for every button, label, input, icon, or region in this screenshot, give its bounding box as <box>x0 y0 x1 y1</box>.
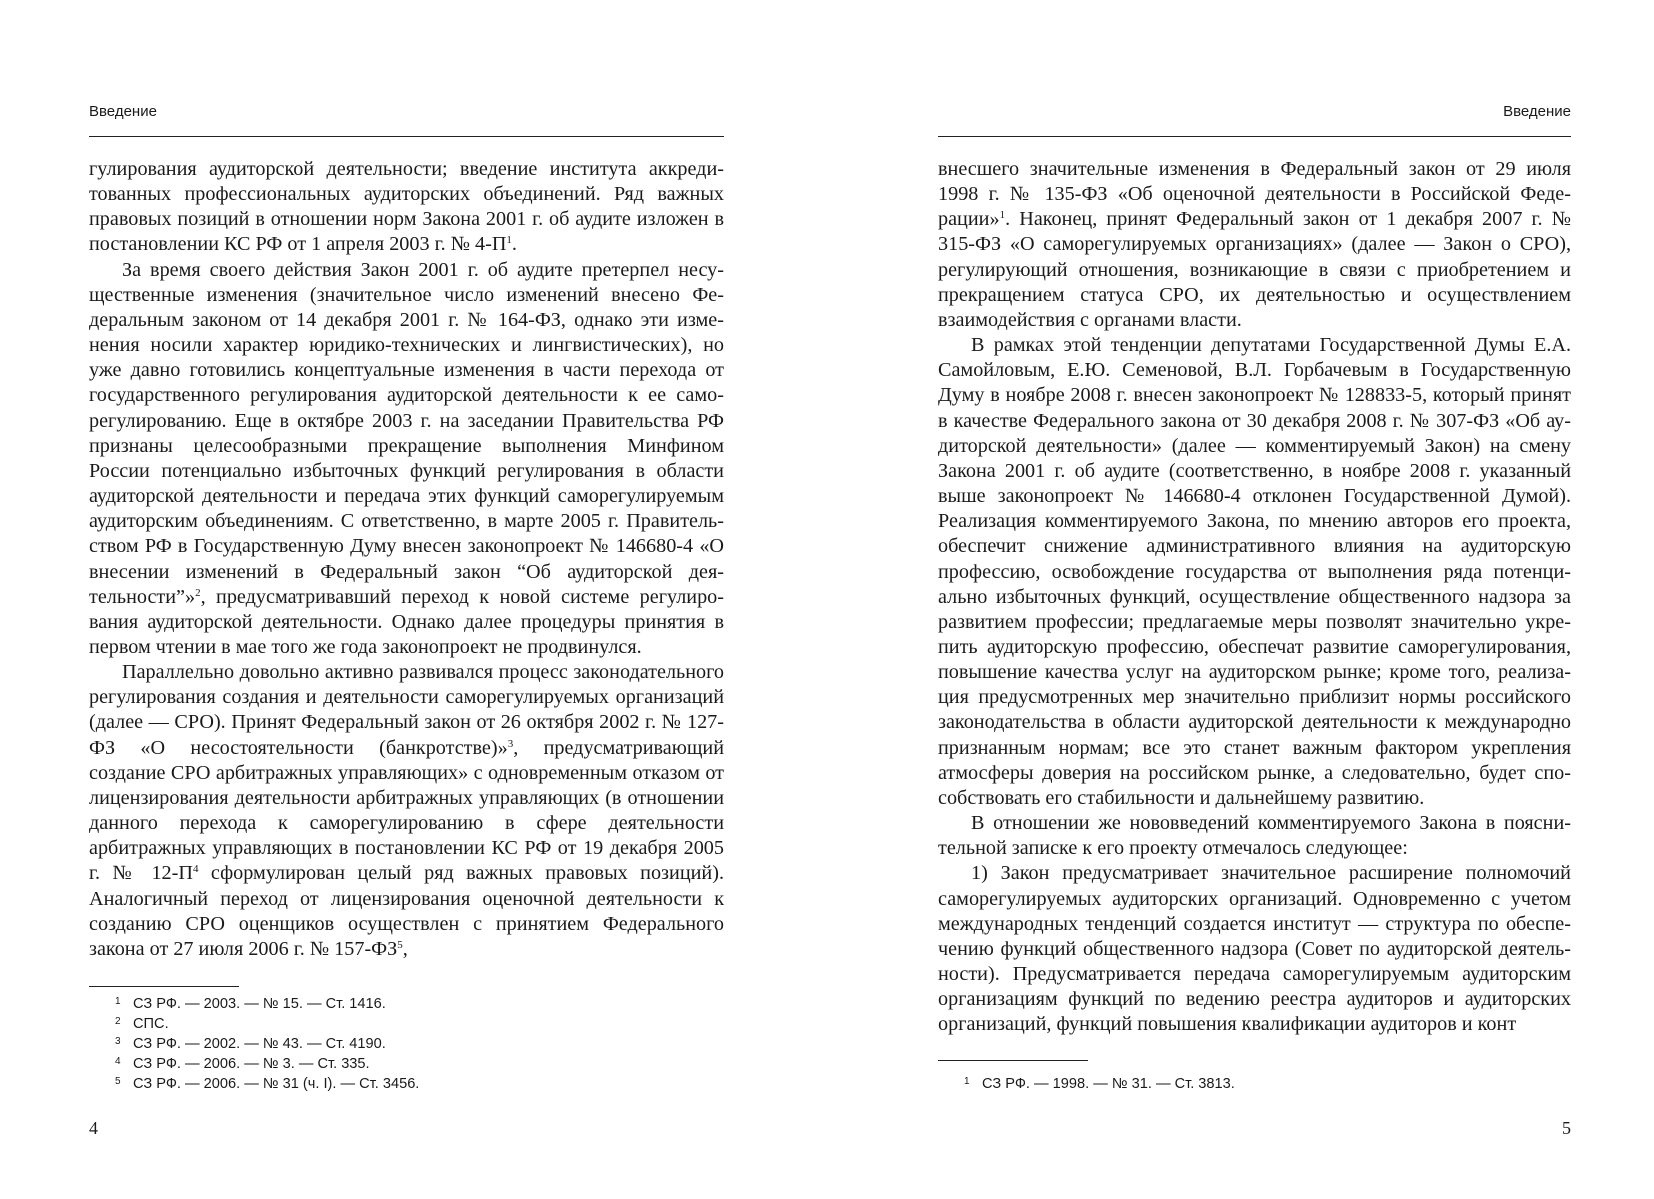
footnotes <box>115 994 724 1094</box>
left-page <box>89 0 724 1199</box>
footnote: 2 СПС. <box>115 1016 169 1032</box>
footnote-ref[interactable]: 1 <box>999 209 1006 222</box>
header-rule <box>89 136 724 137</box>
paragraph: За время своего действия Закон 2001 г. об аудите претерпел несущественные изменения (значительное число изменений внесено Федеральным законом от 14 декабря 2001 г. № 164-ФЗ, однако эти изменения носили характер юридико-технических и лингвистических), но уже давно готовились концептуальные изменения в части перехода от государственного регулирования аудиторской деятельности к ее саморегулированию. Еще в октябре 2003 г. на заседании Правительства РФ признаны целесообразными прекращение выполнения Минфином России потенциально избыточных функций регулирования в области аудиторской деятельности и передача этих функций саморегулируемым аудиторским объединениям. С ответственно, в марте 2005 г. Правительством РФ в Государственную Думу внесен законопроект № 146680-4 «О внесении изменений в Федеральный закон “Об аудиторской деятельности”»$^2$, предусматривавший переход к новой системе регулирования аудиторской деятельности. Однако далее процедуры принятия в первом чтении в мае того же года законопроект не продвинулся. <box>89 258 724 658</box>
page-number: 5 <box>1562 1118 1571 1138</box>
footnotes <box>964 1074 1571 1094</box>
paragraph: Параллельно довольно активно развивался процесс законодательного регулирования создания и деятельности саморегулируемых организаций (далее — СРО). Принят Федеральный закон от 26 октября 2002 г. № 127-ФЗ «О несостоятельности (банкротстве)»$^3$, предусматривающий создание СРО арбитражных управляющих» с одновременным отказом от лицензирования деятельности арбитражных управляющих (в отношении данного перехода к саморегулированию в сфере деятельности арбитражных управляющих в постановлении КС РФ от 19 декабря 2005 г. № $12-П^4$ сформулирован целый ряд важных правовых позиций). Аналогичный переход от лицензирования оценочной деятельности к созданию СРО оценщиков осуществлен с принятием Федерального закона от 27 июля 2006 г. № $157-ФЗ^5$, <box>89 661 724 960</box>
footnote: 3 СЗ РФ. — 2002. — № 43. — Ст. 4190. <box>115 1036 386 1052</box>
footnote-ref[interactable]: 5 <box>397 938 403 951</box>
footnote-ref[interactable]: 4 <box>192 863 199 876</box>
paragraph: гулирования аудиторской деятельности; введение института аккредитованных профессиональных аудиторских объединений. Ряд важных правовых позиций в отношении норм Закона 2001 г. об аудите изложен в постановлении КС РФ от 1 апреля 2003 г. № $4-П^1$. <box>89 158 724 256</box>
footnote: 5 СЗ РФ. — 2006. — № 31 (ч. I). — Ст. 3456. <box>115 1076 420 1092</box>
body-text <box>89 157 724 962</box>
footnote: 4 СЗ РФ. — 2006. — № 3. — Ст. 335. <box>115 1056 370 1072</box>
paragraph: 1) Закон предусматривает значительное расширение полномочий саморегулируемых аудиторских организаций. Одновременно с учетом международных тенденций создается институт — структура по обеспечению функций общественного надзора (Совет по аудиторской деятельности). Предусматривается передача саморегулируемым аудиторским организациям функций по ведению реестра аудиторов и аудиторских организаций, функций повышения квалификации аудиторов и конт <box>938 862 1571 1036</box>
footnote: 1 СЗ РФ. — 1998. — № 31. — Ст. 3813. <box>964 1076 1235 1092</box>
right-page <box>938 0 1571 1199</box>
footnote-ref[interactable]: 1 <box>506 234 512 247</box>
paragraph: В отношении же нововведений комментируемого Закона в пояснительной записке к его проекту отмечалось следующее: <box>938 812 1571 860</box>
paragraph: внесшего значительные изменения в Федеральный закон от 29 июля 1998 г. № 135-ФЗ «Об оценочной деятельности в Российской Федерации»$^1$. Наконец, принят Федеральный закон от 1 декабря 2007 г. № 315-ФЗ «О саморегулируемых организациях» (далее — Закон о СРО), регулирующий отношения, возникающие в связи с приобретением и прекращением статуса СРО, их деятельностью и осуществлением взаимодействия с органами власти. <box>938 158 1571 331</box>
page-number: 4 <box>89 1118 98 1138</box>
running-head: Введение <box>1503 103 1571 120</box>
header-rule <box>938 136 1571 137</box>
footnote-rule <box>938 1060 1088 1061</box>
paragraph: В рамках этой тенденции депутатами Государственной Думы Е.А. Самойловым, Е.Ю. Семеновой, В.Л. Горбачевым в Государственную Думу в ноябре 2008 г. внесен законопроект № 128833-5, который принят в качестве Федерального закона от 30 декабря 2008 г. № 307-ФЗ «Об аудиторской деятельности» (далее — комментируемый Закон) на смену Закона 2001 г. об аудите (соответственно, в ноябре 2008 г. указанный выше законопроект № 146680-4 отклонен Государственной Думой). Реализация комментируемого Закона, по мнению авторов его проекта, обеспечит снижение административного влияния на аудиторскую профессию, освобождение государства от выполнения ряда потенциально избыточных функций, осуществление общественного надзора за развитием профессии; предлагаемые меры позволят значительно укрепить аудиторскую профессию, обеспечат развитие саморегулирования, повышение качества услуг на аудиторском рынке; кроме того, реализация предусмотренных мер значительно приблизит нормы российского законодательства в области аудиторской деятельности к международно признанным нормам; все это станет важным фактором укрепления атмосферы доверия на российском рынке, а следовательно, будет способствовать его стабильности и дальнейшему развитию. <box>938 334 1571 809</box>
body-text <box>938 157 1571 1037</box>
footnote-ref[interactable]: 2 <box>195 586 201 599</box>
running-head: Введение <box>89 103 157 120</box>
footnote: 1 СЗ РФ. — 2003. — № 15. — Ст. 1416. <box>115 996 386 1012</box>
footnote-rule <box>89 986 239 987</box>
footnote-ref[interactable]: 3 <box>507 737 514 750</box>
